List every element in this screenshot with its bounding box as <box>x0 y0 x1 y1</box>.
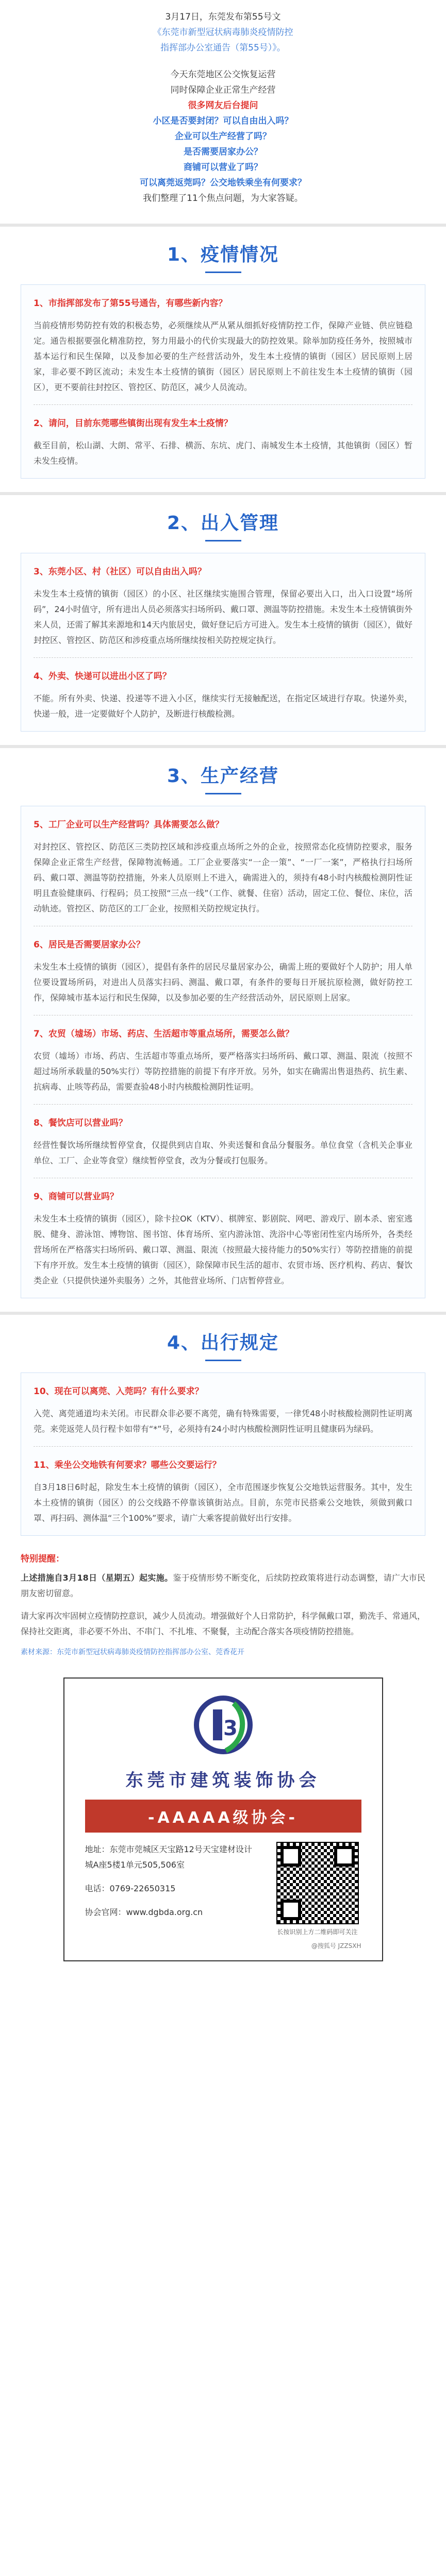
reminder-paragraph <box>21 1570 425 1601</box>
question: 8、餐饮店可以营业吗？ <box>34 1118 127 1128</box>
answer: 不能。所有外卖、快递、投递等不进入小区，继续实行无接触配送，在指定区域进行存取。快递外卖，快递一般，进一定要做好个人防护，及断进行核酸检测。 <box>34 693 412 719</box>
answer: 对封控区、管控区、防范区三类防控区域和涉疫重点场所之外的企业，按照常态化疫情防控要求，服务保障企业正常生产经营，保障物流畅通。工厂企业要落实“一企一策”、“一厂一案”，严格执行扫场所码、戴口罩、测温等防控措施，外来人员原则上不进入，确需进入的，须持有48小时内核酸检测阴性证明且查验健康码、行程码；员工按照“三点一线”（工作、就餐、住宿）活动，固定工位、餐位、床位，活动轨迹。管控区、防范区的工厂企业，按照相关防控规定执行。 <box>34 842 412 913</box>
reminder-bold: 上述措施自3月18日（星期五）起实施。 <box>21 1573 173 1583</box>
special-reminder <box>21 1551 425 1657</box>
association-name: 东莞市建筑装饰协会 <box>125 1770 321 1791</box>
section-title: 1、疫情情况 <box>167 244 279 265</box>
answer: 未发生本土疫情的镇街（园区）的小区、社区继续实施围合管理，保留必要出入口，出入口设置“场所码”，24小时值守，所有进出人员必须落实扫场所码、戴口罩、测温等防控措施。未发生本土疫情镇街外来人员，还需了解其来源地和14天内旅居史，做好登记后方可进入。发生本土疫情的镇街（园区），做好封控区、管控区、防范区和涉疫重点场所继续按相关防控规定执行。 <box>34 589 412 645</box>
qa-item <box>21 926 425 1015</box>
qa-item <box>21 1015 425 1104</box>
section-header <box>0 1315 446 1372</box>
title-underline <box>205 793 241 794</box>
section-title: 2、出入管理 <box>167 513 279 534</box>
section-title: 3、生产经营 <box>167 766 279 787</box>
website[interactable]: 协会官网：www.dgbda.org.cn <box>85 1907 203 1917</box>
intro-question: 商铺可以营业了吗？ <box>184 162 262 173</box>
notice-link[interactable]: 指挥部办公室通告（第55号）》。 <box>160 43 286 53</box>
watermark: @搜狐号 JZZSXH <box>311 1942 361 1950</box>
qa-item <box>21 1447 425 1535</box>
reminder-text: 鉴于疫情形势不断变化，后续防控政策将进行动态调整，请广大市民朋友密切留意。 <box>21 1573 425 1598</box>
question: 4、外卖、快递可以进出小区了吗？ <box>34 671 171 682</box>
question: 2、请问，目前东莞哪些镇街出现有发生本土疫情？ <box>34 418 233 429</box>
qa-card <box>21 284 425 479</box>
answer: 经营性餐饮场所继续暂停堂食，仅提供到店自取、外卖送餐和食品分餐服务。单位食堂（含机关企事业单位、工厂、企业等食堂）继续暂停堂食，改为分餐或打包服务。 <box>34 1140 412 1165</box>
reminder-paragraph: 请大家再次牢固树立疫情防控意识，减少人员流动。增强做好个人日常防护，科学佩戴口罩，勤洗手、常通风，保持社交距离，非必要不外出、不串门、不扎堆、不聚餐，主动配合落实各项疫情防控措施。 <box>21 1611 425 1636</box>
qa-item <box>21 1105 425 1178</box>
intro-line: 3月17日，东莞发布第55号文 <box>165 12 281 22</box>
answer: 截至目前，松山湖、大朗、常平、石排、横沥、东坑、虎门、南城发生本土疫情，其他镇街（园区）暂未发生疫情。 <box>34 440 412 466</box>
qa-item <box>21 405 425 478</box>
title-underline <box>205 540 241 541</box>
answer: 农贸（墟场）市场、药店、生活超市等重点场所，要严格落实扫场所码、戴口罩、测温、限流（按照不超过场所承载量的50%实行）等防控措施的前提下有序开放。另外，如实在确需出售退热药、抗生素、抗病毒、止咳等药品，需要查验48小时内核酸检测阴性证明。 <box>34 1051 412 1092</box>
association-logo-icon <box>185 1694 262 1761</box>
intro-block <box>0 0 446 211</box>
phone: 电话：0769-22650315 <box>85 1884 176 1893</box>
title-underline <box>205 1360 241 1361</box>
section-header <box>0 748 446 806</box>
section-title: 4、出行规定 <box>167 1332 279 1353</box>
question: 7、农贸（墟场）市场、药店、生活超市等重点场所，需要怎么做？ <box>34 1029 294 1039</box>
intro-question: 是否需要居家办公？ <box>184 147 262 157</box>
qa-item <box>21 658 425 731</box>
qa-card <box>21 1372 425 1536</box>
intro-line: 我们整理了11个焦点问题，为大家答疑。 <box>143 193 303 204</box>
answer: 自3月18日6时起，除发生本土疫情的镇街（园区），全市范围逐步恢复公交地铁运营服务。其中，发生本土疫情的镇街（园区）的公交线路不停靠该镇街站点。目前，东莞市民搭乘公交地铁，须做到戴口罩、再扫码、测体温“三个100%”要求，请广大乘客提前做好出行安排。 <box>34 1482 412 1523</box>
contact-info <box>85 1842 255 1920</box>
qr-code-icon <box>276 1842 359 1924</box>
section-header <box>0 495 446 553</box>
address: 地址：东莞市莞城区天宝路12号天宝建材设计城A座5楼1单元505,506室 <box>85 1844 252 1870</box>
answer: 入莞、离莞通道均未关闭。市民群众非必要不离莞，确有特殊需要，一律凭48小时核酸检测阴性证明离莞。来莞返莞人员行程卡如带有“*”号，必须持有24小时内核酸检测阴性证明且健康码为绿码。 <box>34 1409 412 1434</box>
question: 1、市指挥部发布了第55号通告，有哪些新内容？ <box>34 298 227 309</box>
qr-caption: 长按识别上方二维码即可关注 <box>277 1928 358 1936</box>
intro-question: 企业可以生产经营了吗？ <box>175 131 271 142</box>
question: 10、现在可以离莞、入莞吗？有什么要求？ <box>34 1386 204 1397</box>
intro-highlight: 很多网友后台提问 <box>188 100 258 111</box>
notice-link[interactable]: 《东莞市新型冠状病毒肺炎疫情防控 <box>153 27 293 38</box>
qa-card <box>21 806 425 1298</box>
intro-line: 同时保障企业正常生产经营 <box>170 85 276 95</box>
qa-card <box>21 553 425 732</box>
source-link[interactable]: 素材来源：东莞市新型冠状病毒肺炎疫情防控指挥部办公室、莞香花开 <box>21 1648 244 1656</box>
question: 11、乘坐公交地铁有何要求？哪些公交要运行？ <box>34 1460 221 1470</box>
qr-code[interactable] <box>274 1842 361 1936</box>
question: 3、东莞小区、村（社区）可以自由出入吗？ <box>34 567 206 577</box>
association-grade: -AAAAA级协会- <box>85 1800 361 1833</box>
section-header <box>0 227 446 284</box>
question: 9、商铺可以营业吗？ <box>34 1192 119 1202</box>
qa-item <box>21 806 425 926</box>
intro-question: 可以离莞返莞吗？公交地铁乘坐有何要求？ <box>140 178 306 188</box>
question: 6、居民是否需要居家办公？ <box>34 940 145 950</box>
qa-item <box>21 1178 425 1298</box>
qa-item <box>21 285 425 404</box>
answer: 当前疫情形势防控有效的积极态势，必须继续从严从紧从细抓好疫情防控工作，保障产业链、供应链稳定。通告根据要强化精准防控，努力用最小的代价实现最大的防控效果。除举加防疫任务外，按照城市基本运行和民生保障，以及参加必要的生产经营活动外，发生本土疫情的镇街（园区）居民原则上居家，非必要不跨区流动；未发生本土疫情的镇街（园区）居民原则上不前往发生本土疫情的镇街（园区），更不要前往封控区、管控区、防范区，减少人员流动。 <box>34 320 412 392</box>
answer: 未发生本土疫情的镇街（园区），除卡拉OK（KTV）、棋牌室、影剧院、网吧、游戏厅、剧本杀、密室逃脱、健身、游泳馆、博物馆、图书馆、体育场所、室内游泳馆、洗浴中心等密闭性室内场所外，各类经营场所在严格落实扫场所码、戴口罩、测温、限流（按照最大接待能力的50%实行）等防控措施的前提下有序开放。发生本土疫情的镇街（园区），除保障市民生活的超市、农贸市场、医疗机构、药店、餐饮类企业（只提供快递外卖服务）之外，其他营业场所、门店暂停营业。 <box>34 1214 412 1285</box>
contact-block <box>80 1842 367 1936</box>
svg-text:3: 3 <box>223 1717 238 1740</box>
association-card <box>63 1677 383 1961</box>
qa-item <box>21 1373 425 1446</box>
intro-line: 今天东莞地区公交恢复运营 <box>170 70 276 80</box>
qa-item <box>21 553 425 657</box>
answer: 未发生本土疫情的镇街（园区），提倡有条件的居民尽量居家办公，确需上班的要做好个人防护；用人单位要设置场所码，对进出人员落实扫码、测温、戴口罩，有条件的要每日开展抗原检测，做好防控工作，保障城市基本运行和民生保障，以及参加必要的生产经营活动外，居民原则上居家。 <box>34 962 412 1003</box>
title-underline <box>205 272 241 273</box>
intro-question: 小区是否要封闭？可以自由出入吗？ <box>153 116 293 126</box>
question: 5、工厂企业可以生产经营吗？具体需要怎么做？ <box>34 820 224 830</box>
reminder-title: 特别提醒： <box>21 1554 64 1564</box>
